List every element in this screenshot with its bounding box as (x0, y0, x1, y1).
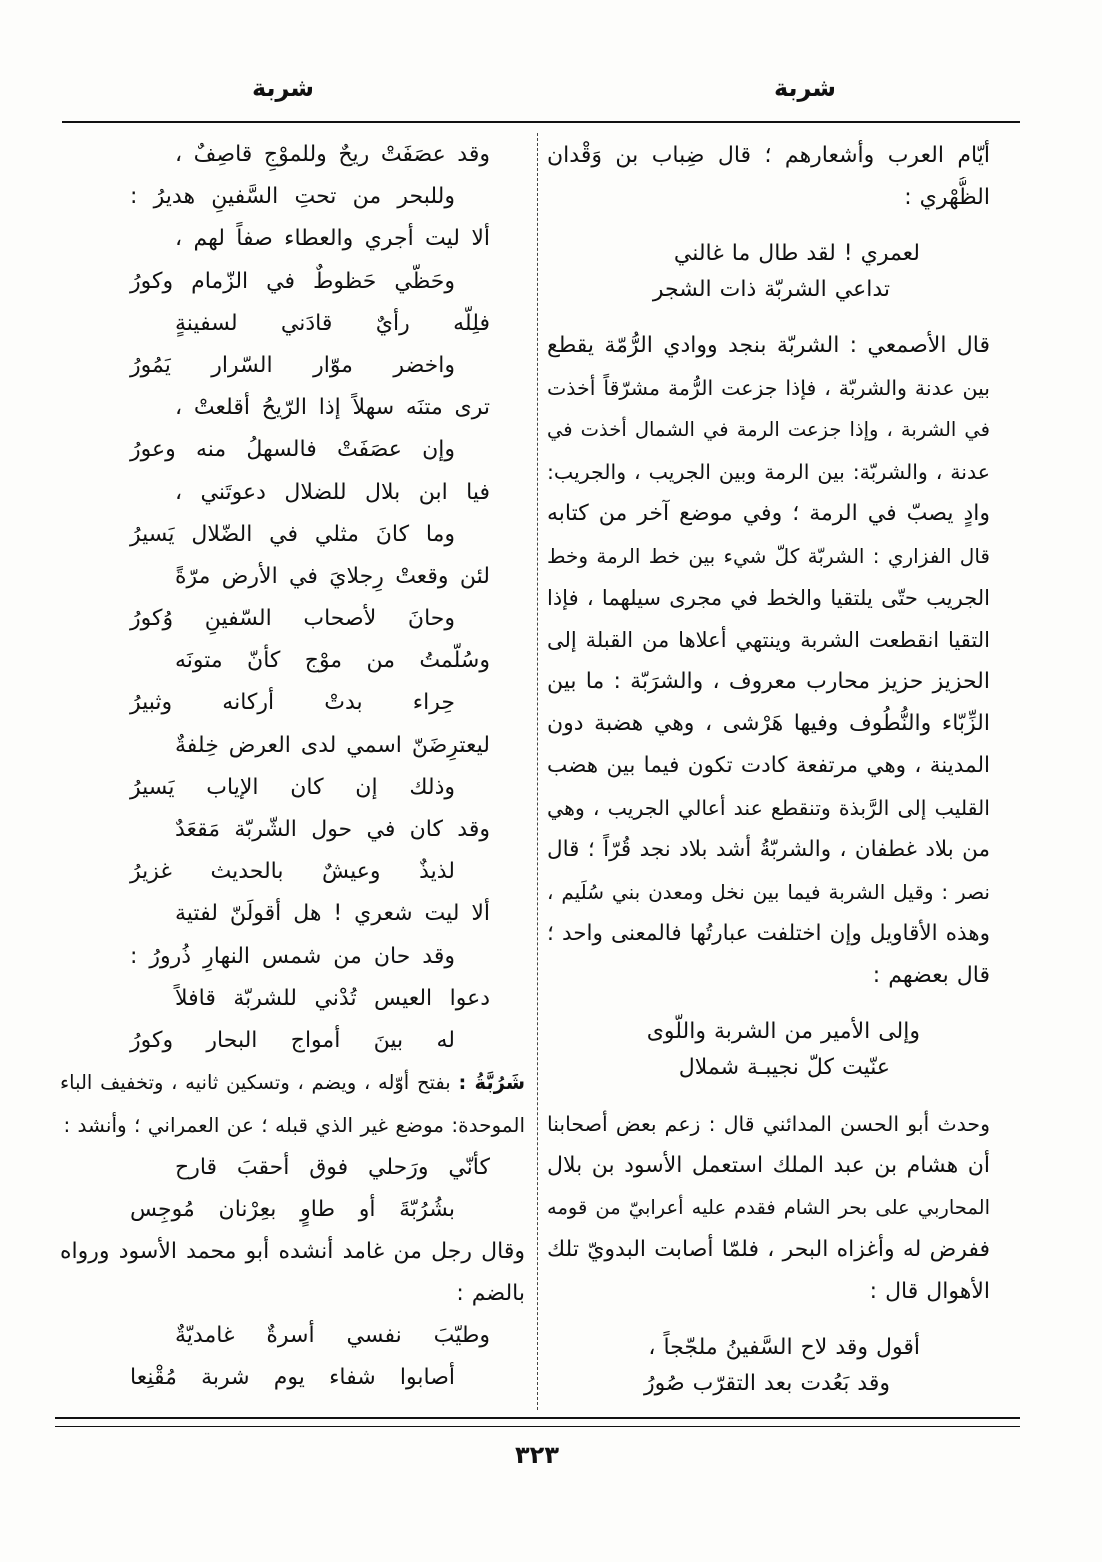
verse-line: أقول وقد لاح السَّفينُ ملجّجاً ، (648, 1335, 920, 1360)
verse-line: كأنّي ورَحلي فوق أحقبَ قارح (175, 1154, 490, 1180)
footer-rule (55, 1417, 1020, 1419)
verse-line: ليعترِضَنّ اسمي لدى العرض خِلفةٌ (175, 732, 490, 758)
verse-line: لئن وقعتْ رِجلايَ في الأرض مرّةً (175, 563, 490, 589)
prose-line: الزِّبّاء والنُّطُوف وفيها هَرْشى ، وهي هضبة دون (547, 711, 990, 736)
prose-line: الموحدة: موضع غير الذي قبله ؛ عن العمراني ؛ وأنشد : (63, 1113, 525, 1138)
prose-line: قال الأصمعي : الشربّة بنجد ووادي الرُّمّة يقطع (547, 333, 990, 358)
verse-block (60, 134, 525, 1062)
prose-line: الحزيز حزيز محارب معروف ، والشرَبّة : ما بين (547, 669, 990, 694)
verse-line: وسُلّمتُ من موْج كأنّ متونَه (175, 648, 490, 674)
entry-headword: شَرُبَّةُ : (458, 1071, 525, 1095)
verse-line: ألا ليت أجري والعطاء صفاً لهم ، (175, 226, 490, 252)
page-number: ٣٢٣ (515, 1441, 559, 1469)
verse-line: وإلى الأمير من الشربة واللّوى (646, 1019, 920, 1044)
prose-line: وقال رجل من غامد أنشده أبو محمد الأسود ورواه (60, 1238, 525, 1264)
prose-line: الظُّهْري : (904, 185, 990, 210)
verse-line: لعمري ! لقد طال ما غالني (673, 241, 920, 266)
prose-line: المحاربي على بحر الشام فقدم عليه أعرابيّ من قومه (547, 1196, 990, 1219)
verse-block (547, 1014, 990, 1086)
verse-line: فلِلّه رأيٌ قادَني لسفينةٍ (175, 310, 490, 336)
prose-line: القليب إلى الرَّبذة وتنقطع عند أعالي الجريب ، وهي (547, 796, 990, 820)
footer-rule-thin (55, 1426, 1020, 1427)
verse-line: فيا ابن بلال للضلال دعوتَني ، (175, 479, 490, 505)
verse-line: وحَظّي حَظوطٌ في الزّمام وكورُ (130, 268, 455, 294)
verse-line: وللبحر من تحتِ السَّفينِ هديرُ : (130, 184, 455, 210)
verse-block (60, 1147, 525, 1231)
verse-line: وما كانَ مثلي في الضّلال يَسيرُ (130, 521, 455, 547)
prose-line: قال بعضهم : (872, 963, 990, 988)
verse-block (547, 236, 990, 308)
prose-line: عدنة ، والشربّة: بين الرمة وبين الجريب ، والجريب: (547, 460, 990, 484)
verse-line: ترى متنَه سهلاً إذا الرّيحُ أقلعتْ ، (175, 395, 490, 421)
prose-line: نصر : وقيل الشربة فيما بين نخل ومعدن بني سُلَيم ، (547, 880, 990, 904)
verse-line: وطيّبَ نفسي أسرةٌ غامديّةٌ (175, 1323, 490, 1349)
verse-line: ألا ليت شعري ! هل أقولَنّ لفتية (175, 901, 490, 927)
verse-line: وقد بَعُدت بعد التقرّب صُورُ (643, 1371, 890, 1396)
prose-line: الجريب حتّى يلتقيا والخط في مجرى سيلهما ، فإذا (547, 586, 990, 610)
verse-line: لذيذٌ وعيشٌ بالحديث غزيرُ (130, 859, 455, 885)
prose-line: التقيا انقطعت الشربة وينتهي أعلاها من القبلة إلى (547, 628, 990, 652)
entry-text: بفتح أوّله ، ويضم ، وتسكين ثانيه ، وتخفيف الباء (60, 1071, 451, 1095)
prose-line: أن هشام بن عبد الملك استعمل الأسود بن بلال (547, 1153, 990, 1178)
running-header-left: شربة (251, 74, 315, 102)
prose-line: أيّام العرب وأشعارهم ؛ قال ضِباب بن وَقْدان (547, 143, 990, 168)
prose-paragraph (547, 1103, 990, 1313)
verse-block (60, 1315, 525, 1399)
verse-line: وذلك إن كان الإياب يَسيرُ (130, 774, 455, 800)
prose-paragraph (547, 325, 990, 997)
header-rule (62, 121, 1020, 123)
column-divider (537, 133, 538, 1410)
prose-line: ففرض له وأغزاه البحر ، فلمّا أصابت البدويّ تلك (547, 1237, 990, 1262)
prose-line: قال الفزاري : الشربّة كلّ شيء بين خط الرمة وخط (547, 544, 990, 568)
prose-line: بين عدنة والشربّة ، فإذا جزعت الرُّمة مشرّقاً أخذت (547, 376, 990, 400)
verse-line: أصابوا شفاء يوم شربة مُقْنِعا (130, 1365, 455, 1391)
verse-line: تداعي الشربّة ذات الشجر (652, 277, 890, 302)
verse-line: بشُرُبّةَ أو طاوٍ بعِرْنان مُوجِس (130, 1196, 455, 1222)
verse-line: حِراء بدتْ أركانه وثبيرُ (130, 690, 455, 716)
prose-line: المدينة ، وهي مرتفعة كادت تكون فيما بين هضب (547, 753, 990, 778)
prose-line: من بلاد غطفان ، والشربّةُ أشد بلاد نجد قُرّاً ؛ قال (547, 837, 990, 862)
prose-line: وهذه الأقاويل وإن اختلفت عبارتُها فالمعنى واحد ؛ (547, 921, 990, 946)
verse-line: واخضر موّار السّرار يَمُورُ (130, 352, 455, 378)
prose-line: وادٍ يصبّ في الرمة ؛ وفي موضع آخر من كتابه (547, 501, 990, 526)
column-right (547, 135, 990, 1402)
prose-paragraph (60, 1231, 525, 1315)
prose-line (60, 1062, 525, 1104)
prose-line: في الشربة ، وإذا جزعت الرمة في الشمال أخذت في (547, 418, 990, 441)
prose-line: الأهوال قال : (869, 1279, 990, 1304)
verse-line: له بينَ أمواج البحار وكورُ (130, 1027, 455, 1053)
prose-line: بالضم : (456, 1281, 525, 1307)
verse-line: وإن عصَفَتْ فالسهلُ منه وعورُ (130, 437, 455, 463)
verse-line: وقد كان في حول الشّربّة مَقعَدٌ (175, 817, 490, 842)
column-left (60, 134, 525, 1400)
verse-line: وقد عصَفَتْ ريحٌ وللموْجِ قاصِفٌ ، (175, 142, 490, 167)
running-header-right: شربة (773, 74, 837, 102)
verse-line: دعوا العيس تُدْني للشربّة قافلاً (175, 985, 490, 1011)
prose-paragraph (60, 1062, 525, 1146)
verse-line: وقد حان من شمس النهارِ ذُرورُ : (130, 943, 455, 969)
verse-line: وحانَ لأصحاب السّفينِ وُكورُ (130, 606, 455, 632)
verse-block (547, 1330, 990, 1402)
verse-line: عنّيت كلّ نجيبـة شملال (678, 1055, 890, 1080)
prose-paragraph (547, 135, 990, 219)
prose-line: وحدث أبو الحسن المدائني قال : زعم بعض أصحابنا (547, 1112, 990, 1136)
